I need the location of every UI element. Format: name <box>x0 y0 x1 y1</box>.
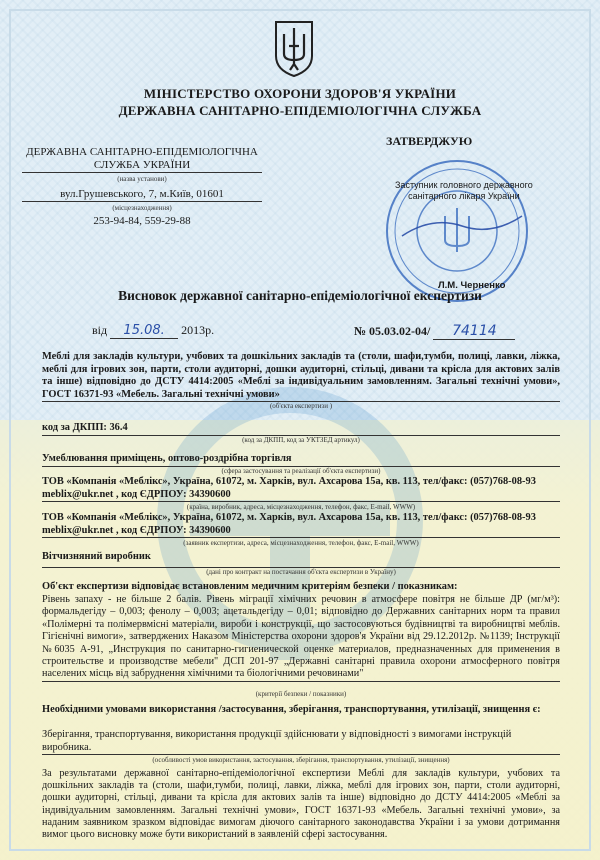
object-application: Умеблювання приміщень, оптово-роздрібна торгівля <box>42 453 560 467</box>
criteria-text: Рівень запаху - не більше 2 балів. Рівень міграції хімічних речовин в атмосфере повітря не більше ДР (мг/м³): формальдегіду – 0,003; фенолу – 0,003; ацетальдегіду – 0,01; відповідно до Державних санітарних норм та правил «Полімерні та полімервмісні матеріали, вироби і конструкції, що застосовуються будівництві та виробництві меблів. Гігієнічні вимоги», затверджених Наказом Міністерства охорони здоров'я України від 29.12.2012р. №1139; Інструкції №6035 А-91, „Инструкция по санитарно-гигиенической оценке материалов, предназначенных для применения в строительстве и производстве мебели" ДСП 201-97 „Державні санітарні правила охорони атмосферного повітря населених місць від забруднення хімічними та біологічними речовинами" <box>42 594 560 682</box>
ministry-title: МІНІСТЕРСТВО ОХОРОНИ ЗДОРОВ'Я УКРАЇНИ <box>143 86 457 101</box>
institution-name-line1: ДЕРЖАВНА САНІТАРНО-ЕПІДЕМІОЛОГІЧНА <box>26 146 258 158</box>
service-title: ДЕРЖАВНА САНІТАРНО-ЕПІДЕМІОЛОГІЧНА СЛУЖБА <box>118 103 482 118</box>
approval-position-line2: санітарного лікаря України <box>408 191 520 201</box>
date-prefix: від <box>92 323 108 337</box>
approval-position-line1: Заступник головного державного <box>395 180 533 190</box>
conditions-caption: (особливості умов використання, застосування, зберігання, транспортування, утилізації, знищення) <box>152 756 450 764</box>
object-code: код за ДКПП: 36.4 <box>42 422 560 436</box>
institution-address-caption: (місцезнаходження) <box>112 204 172 212</box>
object-application-caption: (сфера застосування та реалізації об'єкта експертизи) <box>221 467 381 475</box>
institution-name-caption: (назва установи) <box>117 175 167 183</box>
approval-position <box>395 180 533 202</box>
conditions-heading: Необхідними умовами використання /застосування, зберігання, транспортування, утилізації, знищення є: <box>42 704 541 715</box>
date-handwritten: 15.08. <box>110 323 178 339</box>
trident-coat-of-arms-icon <box>272 20 316 78</box>
final-statement: За результатами державної санітарно-епідеміологічної експертизи Меблі для закладів культури, учбових та дошкільних закладів та (столи, шафи,тумби, полиці, лавки, ліжка, меблі для ігрових зон, парти, столи аудиторні, дошки аудиторні, стільці, дивани та крісла для актових залів та інше) відповідно до ДСТУ 4414:2005 «Меблі за індивідуальним замовленням. Загальні технічні умови», ГОСТ 16371-93 «Мебель. Загальні технічні умови», за наданим заявником зразком відповідає вимогам діючого санітарного законодавства України і за умови дотримання вимог цього висновку може бути використаний в заявленій сфері застосування. <box>42 768 560 841</box>
object-applicant: ТОВ «Компанія «Меблікс», Україна, 61072, м. Харків, вул. Ахсарова 15а, кв. 113, тел/факс: (057)768-08-93 meblix@ukr.net , код ЄДРПОУ: 34390600 <box>42 512 560 538</box>
institution-address: вул.Грушевського, 7, м.Київ, 01601 <box>22 188 262 202</box>
conclusion-number <box>354 323 515 340</box>
conclusion-date <box>92 323 214 339</box>
conclusion-title: Висновок державної санітарно-епідеміологічної експертизи <box>118 288 482 303</box>
number-prefix: № 05.03.02-04/ <box>354 324 431 338</box>
institution-name-line2: СЛУЖБА УКРАЇНИ <box>22 159 262 173</box>
institution-block <box>22 146 262 228</box>
approval-signer: Л.М. Черненко <box>438 280 506 291</box>
institution-phones: 253-94-84, 559-29-88 <box>93 215 191 227</box>
object-caption: (об'єкта експертизи ) <box>269 402 333 410</box>
date-year: 2013р. <box>181 323 215 337</box>
object-producer-type: Вітчизняний виробник <box>42 549 560 568</box>
object-code-caption: (код за ДКПП, код за УКТЗЕД артикул) <box>242 436 360 444</box>
criteria-caption: (критерії безпеки / показники) <box>255 690 347 698</box>
conditions-text: Зберігання, транспортування, використання продукції здійснювати у відповідності з вимогами інструкцій виробника. <box>42 729 560 755</box>
object-manufacturer-caption: (країна, виробник, адреса, місцезнаходження, телефон, факс, E-mail, WWW) <box>186 503 416 511</box>
object-text: Меблі для закладів культури, учбових та дошкільних закладів та (столи, шафи,тумби, полиці, лавки, ліжка, меблі для ігрових зон, парти, столи аудиторні, дошки аудиторні, стільці, дивани та крісла для актових залів та інше) відповідно до ДСТУ 4414:2005 «Меблі за індивідуальним замовленням. Загальні технічні умови», ГОСТ 16371-93 «Мебель. Загальні технічні умови» <box>42 351 560 402</box>
object-applicant-caption: (заявник експертизи, адреса, місцезнаходження, телефон, факс, E-mail, WWW) <box>183 539 419 547</box>
object-producer-caption: (дані про контракт на постачання об'єкта експертизи в Україну) <box>206 568 396 576</box>
object-manufacturer: ТОВ «Компанія «Меблікс», Україна, 61072, м. Харків, вул. Ахсарова 15а, кв. 113, тел/факс: (057)768-08-93 meblix@ukr.net , код ЄДРПОУ: 34390600 <box>42 476 560 502</box>
approval-title: ЗАТВЕРДЖУЮ <box>386 134 473 148</box>
criteria-heading: Об'єкт експертизи відповідає встановленим медичним критеріям безпеки / показникам: <box>42 581 458 592</box>
number-handwritten: 74114 <box>433 323 515 340</box>
